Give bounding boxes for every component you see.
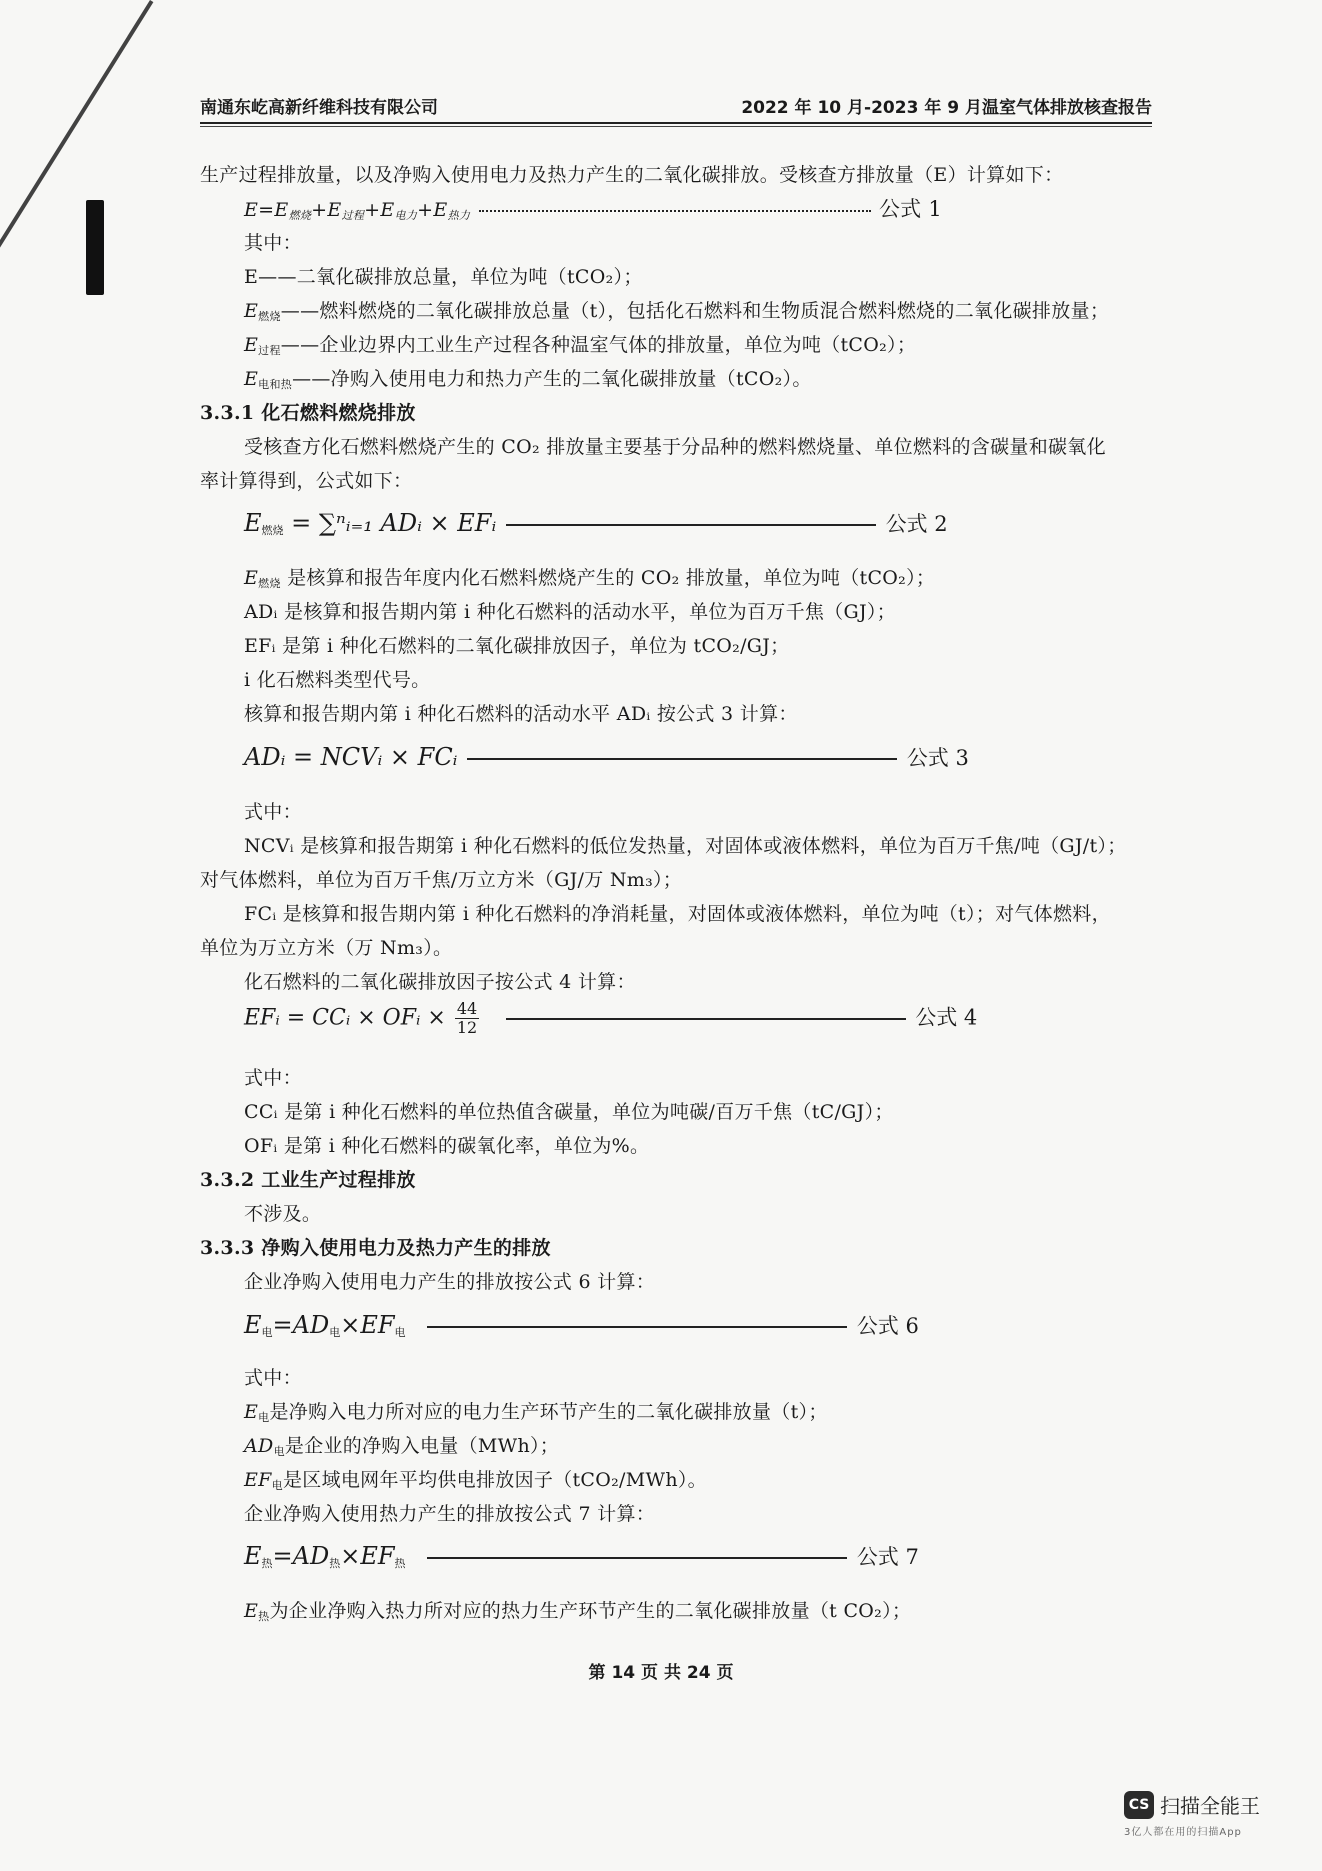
s331-para-line-2: 率计算得到，公式如下：	[200, 470, 413, 492]
s331-def-fc: FCᵢ 是核算和报告期内第 i 种化石燃料的净消耗量，对固体或液体燃料，单位为吨（t）；对气体燃料，	[244, 903, 1111, 925]
where-label-1: 其中：	[244, 232, 302, 254]
s331-def-fc-gas: 单位为万立方米（万 Nm₃）。	[200, 937, 453, 959]
formula-1-label: 公式 1	[878, 197, 943, 221]
where-label-4: 式中：	[244, 1067, 302, 1089]
formula-3: ADᵢ = NCVᵢ × FCᵢ 公式 3	[244, 743, 969, 771]
header-rule-thin	[200, 126, 1152, 127]
formula-4: EFᵢ = CCᵢ × OFᵢ × $\frac{44}{12}$ 公式 4	[244, 999, 978, 1037]
s331-def-ef: EFᵢ 是第 i 种化石燃料的二氧化碳排放因子，单位为 tCO₂/GJ；	[244, 635, 790, 657]
s331-def-i: i 化石燃料类型代号。	[244, 669, 431, 691]
formula-4-label: 公式 4	[915, 1005, 978, 1030]
section-3-3-3-heading: 3.3.3 净购入使用电力及热力产生的排放	[200, 1237, 551, 1259]
formula-7: $E_热=AD_热\times EF_热$ 公式 7	[244, 1542, 919, 1570]
watermark-name: 扫描全能王	[1160, 1794, 1260, 1818]
where-label-6: 式中：	[244, 1367, 302, 1389]
s331-def-cc: CCᵢ 是第 i 种化石燃料的单位热值含碳量，单位为吨碳/百万千焦（tC/GJ）；	[244, 1101, 894, 1123]
section-3-3-2-heading: 3.3.2 工业生产过程排放	[200, 1169, 416, 1191]
def-e-elec-heat: $E_{电和热}——$净购入使用电力和热力产生的二氧化碳排放量（tCO₂）。	[244, 368, 812, 391]
formula-6-label: 公式 6	[856, 1314, 919, 1338]
formula-6: $E_电=AD_电\times EF_电$ 公式 6	[244, 1311, 919, 1339]
s333-def-ef-elec: $EF_电$是区域电网年平均供电排放因子（tCO₂/MWh）。	[244, 1469, 707, 1492]
s331-para-line-1: 受核查方化石燃料燃烧产生的 CO₂ 排放量主要基于分品种的燃料燃烧量、单位燃料的含碳量和碳氧化	[244, 436, 1106, 458]
page-number: 第 14 页 共 24 页	[588, 1663, 734, 1683]
watermark-tagline: 3亿人都在用的扫描App	[1124, 1827, 1242, 1838]
paper-fold-mark	[0, 0, 153, 257]
formula-3-label: 公式 3	[906, 746, 969, 770]
camscanner-logo-icon: CS	[1124, 1791, 1154, 1819]
s333-elec-intro: 企业净购入使用电力产生的排放按公式 6 计算：	[244, 1271, 656, 1293]
s333-def-e-elec: $E_电$是净购入电力所对应的电力生产环节产生的二氧化碳排放量（t）；	[244, 1401, 828, 1424]
def-e-process: $E_{过程}——$企业边界内工业生产过程各种温室气体的排放量，单位为吨（tCO₂）；	[244, 334, 917, 357]
formula-2: $E_{燃烧}$ = ∑ⁿᵢ₌₁ ADᵢ × EFᵢ 公式 2	[244, 509, 948, 537]
fraction-44-12: $\frac{44}{12}$	[456, 999, 478, 1037]
def-e-burn: $E_{燃烧}——$燃料燃烧的二氧化碳排放总量（t），包括化石燃料和生物质混合燃料燃烧的二氧化碳排放量；	[244, 300, 1110, 323]
s333-heat-intro: 企业净购入使用热力产生的排放按公式 7 计算：	[244, 1503, 656, 1525]
header-company: 南通东屹高新纤维科技有限公司	[200, 98, 438, 118]
s331-ad-intro: 核算和报告期内第 i 种化石燃料的活动水平 ADᵢ 按公式 3 计算：	[244, 703, 798, 725]
s332-para: 不涉及。	[244, 1203, 322, 1225]
s331-def-of: OFᵢ 是第 i 种化石燃料的碳氧化率，单位为%。	[244, 1135, 650, 1157]
header-rule	[200, 122, 1152, 124]
s331-def-ncv: NCVᵢ 是核算和报告期第 i 种化石燃料的低位发热量，对固体或液体燃料，单位为百万千焦/吨（GJ/t）；	[244, 835, 1127, 857]
scanner-watermark	[1124, 1790, 1274, 1838]
s331-def-e-burn: $E_{燃烧}$ 是核算和报告年度内化石燃料燃烧产生的 CO₂ 排放量，单位为吨（tCO₂）；	[244, 567, 936, 590]
formula-2-label: 公式 2	[885, 512, 948, 536]
s333-def-e-heat: $E_热$为企业净购入热力所对应的热力生产环节产生的二氧化碳排放量（t CO₂）；	[244, 1600, 912, 1623]
section-3-3-1-heading: 3.3.1 化石燃料燃烧排放	[200, 402, 416, 424]
s331-def-ad: ADᵢ 是核算和报告期内第 i 种化石燃料的活动水平，单位为百万千焦（GJ）；	[244, 601, 896, 623]
intro-text: 生产过程排放量，以及净购入使用电力及热力产生的二氧化碳排放。受核查方排放量（E）计算如下：	[200, 164, 1064, 186]
formula-7-label: 公式 7	[856, 1545, 919, 1569]
page-header	[200, 90, 1152, 124]
def-e-total: E——二氧化碳排放总量，单位为吨（tCO₂）；	[244, 266, 643, 288]
s331-ef-intro: 化石燃料的二氧化碳排放因子按公式 4 计算：	[244, 971, 636, 993]
paper-edge-shadow	[86, 200, 104, 295]
s331-def-ncv-gas: 对气体燃料，单位为百万千焦/万立方米（GJ/万 Nm₃）；	[200, 869, 683, 891]
formula-1: $E=E_{燃烧}+E_{过程}+E_{电力}+E_{热力}$ 公式 1	[244, 197, 943, 222]
s333-def-ad-elec: $AD_电$是企业的净购入电量（MWh）；	[244, 1435, 560, 1458]
header-report-title: 2022 年 10 月-2023 年 9 月温室气体排放核查报告	[741, 98, 1152, 118]
where-label-3: 式中：	[244, 801, 302, 823]
